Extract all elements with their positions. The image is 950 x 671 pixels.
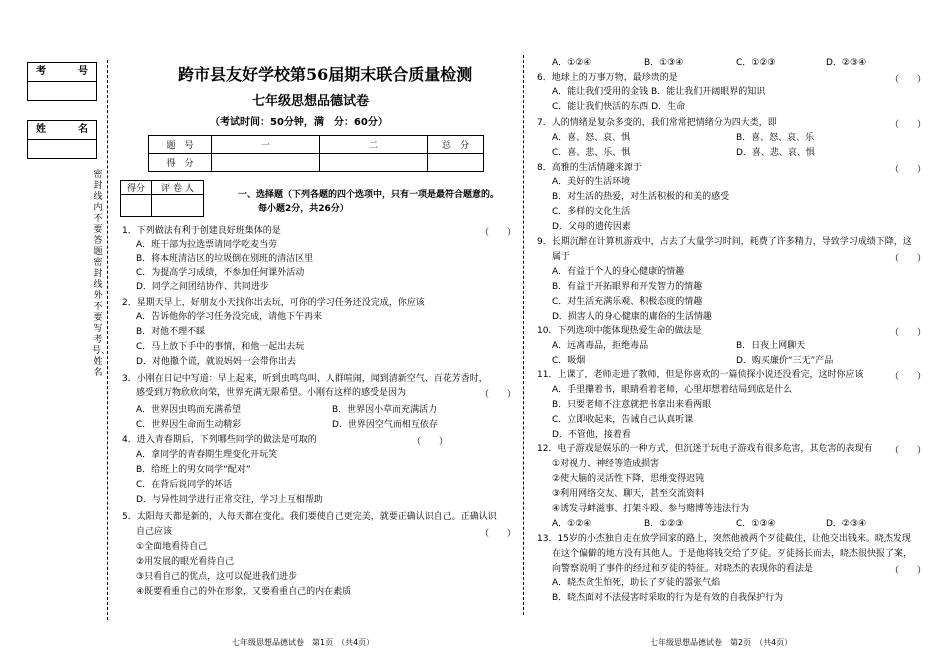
seal-line [107,60,108,620]
option-13b: B．晓杰面对不法侵害时采取的行为是有效的自我保护行为 [552,593,784,603]
answer-paren-13[interactable]: （ ） [890,566,927,576]
grader-label: 评 卷 人 [152,181,204,195]
answer-paren-11[interactable]: （ ） [890,372,927,382]
score-table-cell: 得 分 [149,154,212,172]
statement-5-2: ②用发展的眼光看待自己 [136,557,235,567]
option-12c: C．①③④ [736,519,776,529]
option-2a: A．告诉他你的学习任务没完成，请他下午再来 [136,312,323,322]
exam-number-label-1: 考 [36,66,46,77]
name-label-2: 名 [78,124,88,135]
statement-5-4: ④既要看重自己的外在形象，又要看重自己的内在素质 [136,587,352,597]
option-2b: B．对他不理不睬 [136,327,206,337]
score-table-cell: 总 分 [428,136,484,154]
option-2c: C．马上放下手中的事情，和他一起出去玩 [136,342,305,352]
option-9a: A．有益于个人的身心健康的情趣 [552,267,685,277]
option-5c: C．①②③ [736,58,776,68]
score-table-cell: 题 号 [149,136,212,154]
exam-number-box[interactable] [27,62,97,101]
section1-points: 每小题2分，共26分） [258,204,349,214]
option-9d: D．损害人的身心健康的庸俗的生活情趣 [552,312,712,322]
question-7: 7．人的情绪是复杂多变的，我们常常把情绪分为四大类，即 [537,118,777,128]
exam-title: 跨市县友好学校第56届期末联合质量检测 [178,65,473,84]
option-10b: B．日夜上网聊天 [736,341,806,351]
option-8b: B．对生活的热爱，对生活积极的和美的感受 [552,192,730,202]
option-11b: B．只要老师不注意就把书拿出来看两眼 [552,400,712,410]
answer-paren-1[interactable]: （ ） [480,228,517,238]
question-2: 2．星期天早上，好朋友小天找你出去玩，可你的学习任务还没完成，你应该 [122,298,425,308]
option-12a: A．①②④ [552,519,592,529]
question-4: 4．进入青春期后，下列哪些同学的做法是可取的 [122,435,317,445]
statement-12-3: ③利用网络交友、聊天，甚至交流资料 [552,489,705,499]
score-table [148,135,484,172]
statement-5-1: ①全面地看待自己 [136,542,208,552]
page-divider [523,55,524,615]
option-12b: B．①②③ [644,519,684,529]
question-3-line2: 感受到万物欣欣向荣，世界充满无限希望。小刚有这样的感受是因为 [136,388,407,398]
option-3d: D．世界因空气而相互依存 [332,420,438,430]
exam-time-info: （考试时间：50分钟，满 分：60分） [210,117,388,128]
question-5-line1: 5．太阳每天都是新的，人每天都在变化。我们要使自己更完美，就要正确认识自己。正确认识 [122,512,497,522]
question-3-line1: 3．小刚在日记中写道：早上起来，听到虫鸣鸟叫、人群喧闹，闻到清新空气、百花芳香时， [122,374,488,384]
answer-paren-10[interactable]: （ ） [890,328,927,338]
answer-paren-7[interactable]: （ ） [890,120,927,130]
question-13-line3: 向警察说明了事件的经过和歹徒的特征。对晓杰的表现你的看法是 [552,564,814,574]
score-cell-1[interactable] [212,154,320,172]
footer-page-2: 七年级思想品德试卷 第2页 （共4页） [650,638,793,647]
exam-number-field[interactable] [28,82,96,100]
answer-paren-6[interactable]: （ ） [890,75,927,85]
option-11c: C．立即收起来，告诫自己认真听课 [552,415,694,425]
option-7b: B．喜、怒、哀、乐 [736,133,815,143]
question-13-line1: 13．15岁的小杰独自走在放学回家的路上，突然他被两个歹徒截住，让他交出钱来。晓杰发现 [537,534,911,544]
option-3b: B．世界因小草而充满活力 [332,405,438,415]
question-5-line2: 自己应该 [136,527,173,537]
option-1b: B．将本班清洁区的垃圾倒在别班的清洁区里 [136,254,314,264]
answer-paren-9[interactable]: （ ） [890,254,927,264]
option-10d: D．购买廉价“三无”产品 [736,356,834,366]
score-table-cell: 一 [212,136,320,154]
option-4c: C．在背后说同学的坏话 [136,480,233,490]
section1-heading: 一、选择题（下列各题的四个选项中，只有一项是最符合题意的。 [238,190,500,200]
question-1: 1．下列做法有利于创建良好班集体的是 [122,226,281,236]
name-label-1: 姓 [36,124,46,135]
option-4d: D．与异性同学进行正常交往，学习上互相帮助 [136,495,323,505]
question-11: 11．上课了，老师走进了教师，但是你喜欢的一篇侦探小说还没看完，这时你应该 [537,370,864,380]
option-8a: A．美好的生活环境 [552,177,631,187]
option-10a: A．远离毒品，拒绝毒品 [552,341,649,351]
grader-score-label: 得分 [121,181,152,195]
statement-5-3: ③只看自己的优点，这可以促进我们进步 [136,572,298,582]
score-table-cell: 二 [320,136,428,154]
option-5a: A．①②④ [552,58,592,68]
question-10: 10．下列选项中能体现热爱生命的做法是 [537,326,702,336]
option-6cd: C．能让我们快活的东西 D．生命 [552,102,686,112]
answer-paren-3[interactable]: （ ） [480,390,517,400]
option-2d: D．对他撒个谎，就说妈妈一会带你出去 [136,357,296,367]
question-6: 6．地球上的万事万物，最珍贵的是 [537,73,678,83]
option-10c: C．吸烟 [552,356,586,366]
option-8c: C．多样的文化生活 [552,207,631,217]
answer-paren-4[interactable]: （ ） [412,437,449,447]
exam-subtitle: 七年级思想品德试卷 [252,94,370,109]
option-8d: D．父母的遗传因素 [552,222,631,232]
option-13a: A．晓杰贪生怕死，助长了歹徒的嚣张气焰 [552,578,721,588]
grader-name-cell[interactable] [152,195,204,217]
seal-notice: 密封线内不要答题 密封线外不要写考号、姓名 [92,170,111,378]
option-1a: A．班干部为拉选票请同学吃麦当劳 [136,240,278,250]
question-12: 12．电子游戏是娱乐的一种方式，但沉迷于玩电子游戏有很多危害，其危害的表现有 [537,444,873,454]
name-field[interactable] [28,140,96,158]
score-cell-2[interactable] [320,154,428,172]
option-11a: A．手里攥着书，眼睛看着老师，心里却想着结局到底是什么 [552,385,793,395]
score-cell-total[interactable] [428,154,484,172]
grader-table [120,180,204,217]
option-6ab: A．能让我们受用的金钱 B．能让我们开阔眼界的知识 [552,87,766,97]
answer-paren-5[interactable]: （ ） [480,529,517,539]
question-13-line2: 在这个偏僻的地方没有其他人。于是他将钱交给了歹徒。歹徒扬长而去，晓杰很快报了案， [552,549,913,559]
exam-number-label-2: 号 [78,66,88,77]
option-12d: D．②③④ [826,519,867,529]
question-8: 8．高雅的生活情趣来源于 [537,163,642,173]
option-5d: D．②③④ [826,58,867,68]
answer-paren-8[interactable]: （ ） [890,165,927,175]
statement-12-2: ②使大脑的灵活性下降，思维变得迟钝 [552,474,705,484]
option-7c: C．喜、悲、乐、惧 [552,148,631,158]
option-7a: A．喜、怒、哀、惧 [552,133,631,143]
question-9-line1: 9．长期沉醉在计算机游戏中，占去了大量学习时间，耗费了许多精力，导致学习成绩下降，这 [537,237,912,247]
option-9c: C．对生活充满乐观、积极态度的情趣 [552,297,703,307]
option-4a: A．拿同学的青春期生理变化开玩笑 [136,450,278,460]
footer-page-1: 七年级思想品德试卷 第1页 （共4页） [232,638,375,647]
statement-12-4: ④诱发寻衅滋事、打架斗殴、参与赌博等违法行为 [552,504,750,514]
answer-paren-12[interactable]: （ ） [890,446,927,456]
option-5b: B．①③④ [644,58,684,68]
option-3a: A．世界因虫鸣而充满希望 [136,405,242,415]
option-11d: D．不管他，接着看 [552,430,631,440]
option-1c: C．为提高学习成绩，不参加任何课外活动 [136,268,305,278]
question-9-line2: 属于 [552,252,571,262]
option-1d: D．同学之间团结协作、共同进步 [136,282,269,292]
name-box[interactable] [27,120,97,159]
grader-score-cell[interactable] [121,195,152,217]
option-3c: C．世界因生命而生动精彩 [136,420,242,430]
statement-12-1: ①对视力、神经等造成损害 [552,459,660,469]
option-7d: D．喜、悲、哀、惧 [736,148,815,158]
option-4b: B．给班上的男女同学“配对” [136,465,251,475]
option-9b: B．有益于开拓眼界和开发智力的情趣 [552,282,703,292]
